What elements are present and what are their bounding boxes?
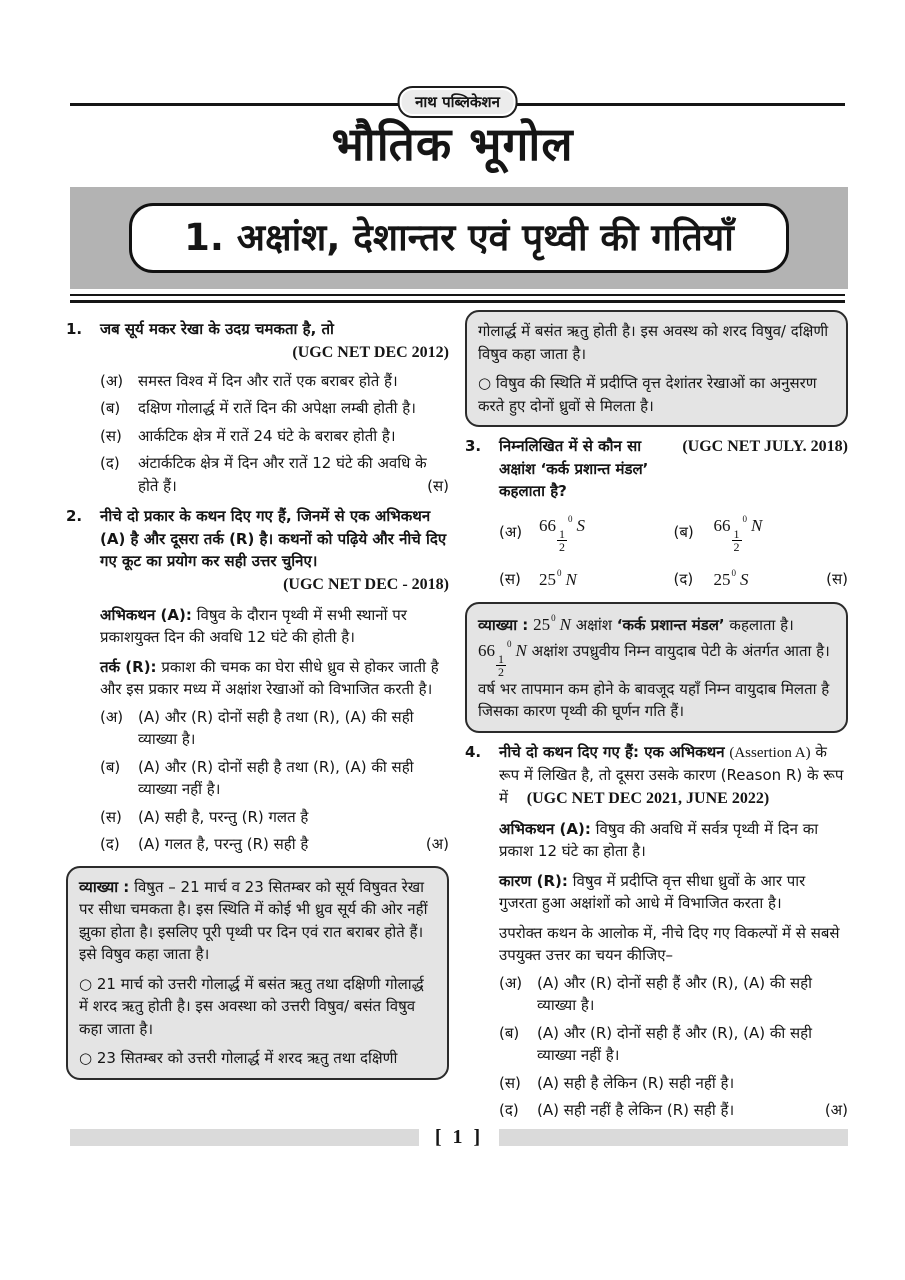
page-number: [ 1 ] <box>434 1126 484 1148</box>
option-label: (द) <box>499 1101 519 1119</box>
book-title: भौतिक भूगोल <box>331 117 574 171</box>
option <box>66 397 449 420</box>
option-label: (ब) <box>100 757 121 776</box>
assertion-label: अभिकथन (A): <box>100 605 192 624</box>
bullet-paragraph: ○ 23 सितम्बर को उत्तरी गोलार्द्ध में शरद ऋतु तथा दक्षिणी <box>79 1049 398 1067</box>
option-text: अंटार्कटिक क्षेत्र में दिन और रातें 12 घंटे की अवधि के होते हैं। <box>138 454 427 495</box>
option <box>66 425 449 448</box>
exam-ref: (UGC NET DEC 2021, JUNE 2022) <box>526 789 770 807</box>
option <box>66 370 449 393</box>
question-text: जब सूर्य मकर रेखा के उदग्र चमकता है, तो <box>100 320 334 338</box>
left-column <box>66 310 449 1122</box>
option <box>465 972 848 1017</box>
option-text: समस्त विश्व में दिन और रातें एक बराबर होते हैं। <box>138 371 398 390</box>
option-label: (स) <box>499 570 521 588</box>
option <box>66 833 449 856</box>
section-divider <box>70 294 845 303</box>
question-3 <box>465 435 848 592</box>
question-number: 1. <box>66 320 83 338</box>
page-footer <box>70 1126 848 1149</box>
option <box>499 513 674 553</box>
explanation-text: अक्षांश <box>575 616 613 634</box>
option-text: (A) सही नहीं है लेकिन (R) सही हैं। <box>537 1101 735 1119</box>
chapter-band <box>70 187 848 289</box>
option <box>465 1099 848 1122</box>
publisher-name: नाथ पब्लिकेशन <box>415 93 500 111</box>
content-columns <box>66 310 848 1122</box>
footer-bar-left <box>70 1129 419 1146</box>
latitude-value: $25^0$ N <box>533 613 571 634</box>
explanation-label: व्याख्या : <box>478 616 529 634</box>
option-text: (A) गलत है, परन्तु (R) सही है <box>138 835 309 853</box>
bullet-paragraph: ○ 21 मार्च को उत्तरी गोलार्द्ध में बसंत ऋतु तथा दक्षिणी गोलार्द्ध में शरद ऋतु होती है। इस अवस्था को उत्तरी विषुव/ बसंत विषुव कहा जाता है। <box>79 974 424 1038</box>
explanation-box-2 <box>465 602 848 733</box>
header-rule <box>70 93 845 111</box>
answer-key: (स) <box>427 476 449 495</box>
option-text: (A) और (R) दोनों सही है तथा (R), (A) की सही व्याख्या है। <box>138 707 414 748</box>
option-label: (अ) <box>499 523 523 542</box>
option-text: दक्षिण गोलार्द्ध में रातें दिन की अपेक्षा लम्बी होती है। <box>138 399 416 417</box>
option <box>66 806 449 829</box>
reason-label: कारण (R): <box>499 871 568 890</box>
assertion-label: अभिकथन (A): <box>499 819 591 838</box>
latitude-value: 66 $\frac{1}{2}$ $^0$ N <box>478 638 527 679</box>
option <box>465 1072 848 1095</box>
option-label: (द) <box>673 570 694 588</box>
option-text: (A) और (R) दोनों सही हैं और (R), (A) की सही व्याख्या है। <box>537 973 813 1014</box>
question-text: नीचे दो प्रकार के कथन दिए गए हैं, जिनमें से एक अभिकथन (A) है और दूसरा तर्क (R) है। कथनों को पढ़िये और नीचे दिए गए कूट का प्रयोग कर सही उत्तर चुनिए। <box>100 507 447 570</box>
chapter-title: 1. अक्षांश, देशान्तर एवं पृथ्वी की गतियाँ <box>129 203 789 274</box>
highlighted-term: ‘कर्क प्रशान्त मंडल’ <box>616 616 725 634</box>
option <box>66 452 449 497</box>
assertion <box>499 818 848 863</box>
option <box>465 1022 848 1067</box>
option <box>66 756 449 801</box>
question-4 <box>465 741 848 1122</box>
option-label: (ब) <box>100 399 121 417</box>
footer-bar-right <box>499 1129 848 1146</box>
question-text: नीचे दो कथन दिए गए हैं: एक अभिकथन <box>499 742 725 761</box>
option-text: (A) सही है, परन्तु (R) गलत है <box>138 807 309 826</box>
explanation-text: अक्षांश उपध्रुवीय निम्न वायुदाब पेटी के अंतर्गत आता है। वर्ष भर तापमान कम होने के बावजूद यहाँ निम्न वायुदाब मिलता है जिसका कारण पृथ्वी की घूर्णन गति हैं। <box>478 641 830 720</box>
option-text: (A) और (R) दोनों सही है तथा (R), (A) की सही व्याख्या नहीं है। <box>138 757 414 798</box>
explanation-box-1 <box>66 866 449 1080</box>
reason <box>100 656 449 701</box>
reason <box>499 870 848 915</box>
option <box>674 513 849 553</box>
option-text: (A) सही है लेकिन (R) सही नहीं है। <box>537 1073 735 1092</box>
assertion-english: (Assertion A) <box>729 744 811 761</box>
option <box>674 567 849 593</box>
question-2 <box>66 505 449 856</box>
question-1 <box>66 318 449 497</box>
assertion-text: विषुव की अवधि में सर्वत्र पृथ्वी में दिन का प्रकाश 12 घंटे का होता है। <box>499 819 819 860</box>
question-number: 3. <box>465 437 482 455</box>
bullet-paragraph: ○ विषुव की स्थिति में प्रदीप्ति वृत्त देशांतर रेखाओं का अनुसरण करते हुए दोनों ध्रुवों से मिलता है। <box>478 374 817 415</box>
option <box>499 567 674 593</box>
option-label: (ब) <box>499 1023 520 1042</box>
question-text: निम्नलिखित में से कौन सा अक्षांश ‘कर्क प्रशान्त मंडल’ कहलाता है? <box>499 437 649 500</box>
exam-ref: (UGC NET DEC - 2018) <box>283 575 449 593</box>
assertion-text: विषुव के दौरान पृथ्वी में सभी स्थानों पर प्रकाशयुक्त दिन की अवधि 12 घंटे की होती है। <box>100 605 407 646</box>
question-number: 4. <box>465 742 482 761</box>
reason-text: विषुव में प्रदीप्ति वृत्त सीधा ध्रुवों के आर पार गुजरता हुआ अक्षांशों को आधे में विभाजित करता है। <box>499 871 806 912</box>
option-label: (द) <box>100 835 120 853</box>
latitude-value: $25^0$ S <box>713 567 749 589</box>
latitude-value: 66 $\frac{1}{2}$ $^0$ N <box>713 513 763 554</box>
option-label: (ब) <box>673 523 694 542</box>
option-label: (द) <box>100 454 120 472</box>
option-text: (A) और (R) दोनों सही हैं और (R), (A) की सही व्याख्या नहीं है। <box>537 1023 813 1064</box>
latitude-value: $25^0$ N <box>539 567 577 589</box>
question-number: 2. <box>66 507 83 525</box>
answer-key: (अ) <box>824 1101 848 1119</box>
option-label: (अ) <box>499 973 523 992</box>
option-label: (अ) <box>100 707 124 726</box>
answer-key: (अ) <box>425 835 449 853</box>
option <box>66 706 449 751</box>
question-text: के रूप में लिखित है, तो दूसरा उसके कारण (Reason R) के रूप में <box>499 742 844 807</box>
explanation-continuation-box <box>465 310 848 427</box>
option-text: आर्कटिक क्षेत्र में रातें 24 घंटे के बराबर होती है। <box>138 426 396 445</box>
reason-text: प्रकाश की चमक का घेरा सीधे ध्रुव से होकर जाती है और इस प्रकार मध्य में अक्षांश रेखाओं को विभाजित करती है। <box>100 657 439 698</box>
lead-text: उपरोक्त कथन के आलोक में, नीचे दिए गए विकल्पों में से सबसे उपयुक्त उत्तर का चयन कीजिए– <box>499 923 840 964</box>
latitude-value: 66 $\frac{1}{2}$ $^0$ S <box>539 513 585 554</box>
continuation-text: गोलार्द्ध में बसंत ऋतु होती है। इस अवस्थ को शरद विषुव/ दक्षिणी विषुव कहा जाता है। <box>478 322 829 363</box>
right-column <box>465 310 848 1122</box>
explanation-text: कहलाता है। <box>729 616 794 634</box>
option-label: (स) <box>100 807 122 826</box>
explanation-label: व्याख्या : <box>79 877 130 896</box>
exam-ref: (UGC NET DEC 2012) <box>292 343 449 361</box>
reason-label: तर्क (R): <box>100 657 157 676</box>
option-label: (स) <box>100 426 122 445</box>
exam-ref: (UGC NET JULY. 2018) <box>682 438 848 455</box>
assertion <box>100 604 449 649</box>
option-label: (अ) <box>100 371 124 390</box>
option-label: (स) <box>499 1073 521 1092</box>
explanation-text: विषुत – 21 मार्च व 23 सितम्बर को सूर्य विषुवत रेखा पर सीधा चमकता है। इस स्थिति में कोई भी ध्रुव सूर्य की ओर नहीं झुका होता है। इसलिए पूरी पृथ्वी पर दिन एवं रात बराबर होते हैं। इसे विषुव कहा जाता है। <box>79 877 428 963</box>
answer-key: (स) <box>826 569 848 588</box>
